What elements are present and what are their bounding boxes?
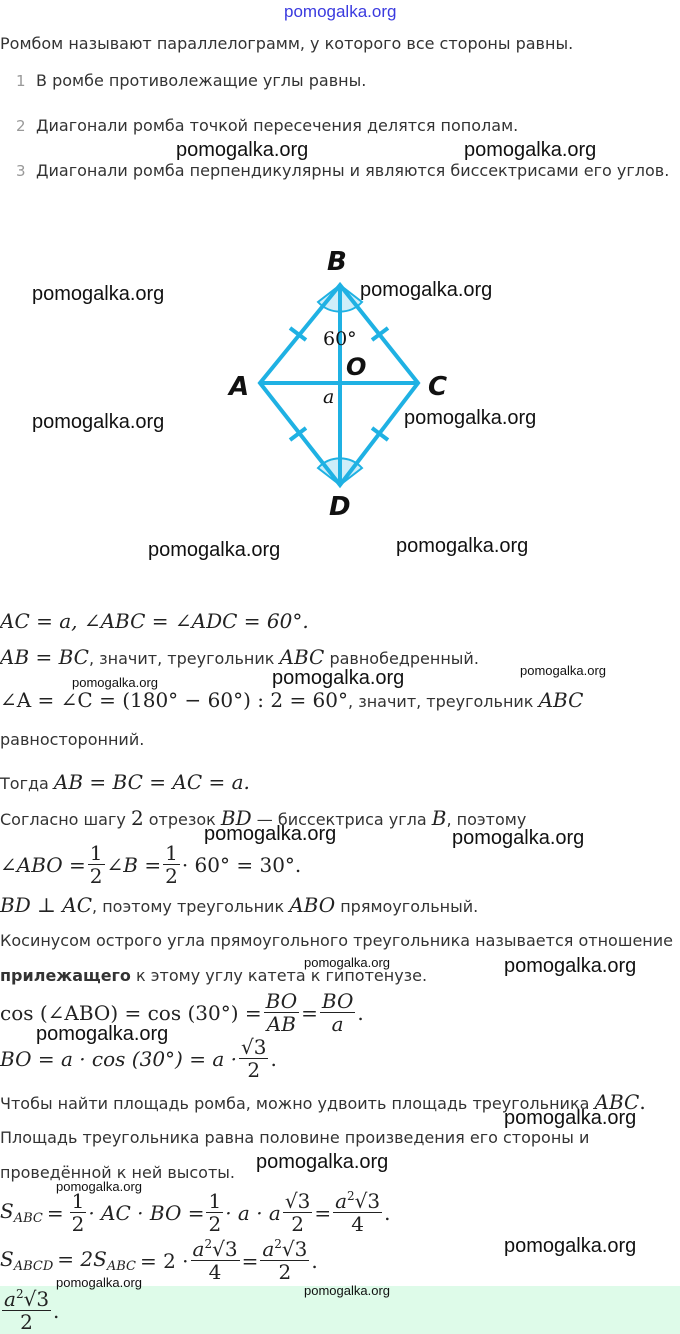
line17-mid2: = 2 · xyxy=(139,1248,189,1273)
line13-text: Чтобы найти площадь ромба, можно удвоить площадь треугольника xyxy=(0,1094,595,1113)
line8-text: , поэтому треугольник xyxy=(92,897,290,916)
line5-math: AB = BC = AC = a. xyxy=(53,770,250,794)
fraction-a2sqrt3-4-b: $\frac{a^2√3}{4}$ xyxy=(192,1237,238,1284)
line16-eq2: = xyxy=(314,1200,332,1225)
fraction-one-half-3: $\frac{1}{2}$ xyxy=(71,1189,85,1236)
vertex-label-b: B xyxy=(327,247,347,277)
watermark-21: pomogalka.org xyxy=(56,1275,142,1290)
watermark-19: pomogalka.org xyxy=(504,1235,637,1257)
watermark-14: pomogalka.org xyxy=(504,955,637,977)
line7-lhs: ∠ABO = xyxy=(0,852,86,877)
watermark-7: pomogalka.org xyxy=(148,539,281,561)
line2-abc: ABC xyxy=(279,645,325,669)
solution-line-1: AC = a, ∠ABC = ∠ADC = 60°. xyxy=(0,609,309,633)
watermark-8: pomogalka.org xyxy=(396,535,529,557)
line16-mid: · AC · BO = xyxy=(88,1200,205,1225)
fraction-sqrt3-2-b: $\frac{√3}{2}$ xyxy=(284,1189,311,1236)
watermark-9: pomogalka.org xyxy=(520,663,606,678)
vertex-label-c: C xyxy=(428,372,448,402)
line3-math: ∠A = ∠C = (180° − 60°) : 2 = 60° xyxy=(0,688,349,712)
solution-line-4: равносторонний. xyxy=(0,730,145,749)
line10-text: к этому углу катета к гипотенузе. xyxy=(130,966,428,985)
center-label-o: O xyxy=(346,353,367,381)
watermark-20: pomogalka.org xyxy=(304,955,390,970)
line10-bold: прилежащего xyxy=(0,966,131,985)
fraction-answer: $\frac{a^2√3}{2}$ xyxy=(4,1287,50,1334)
line6-bd: BD xyxy=(220,806,252,830)
line6-B: B xyxy=(431,806,447,830)
solution-line-8 xyxy=(0,893,478,917)
watermark-17: pomogalka.org xyxy=(256,1151,389,1173)
fraction-one-half-2: $\frac{1}{2}$ xyxy=(165,841,178,888)
line6-d: , поэтому xyxy=(446,810,527,829)
vertex-label-a: A xyxy=(229,372,250,402)
line3-abc: ABC xyxy=(538,688,584,712)
line6-b: отрезок xyxy=(143,810,221,829)
solution-line-14: Площадь треугольника равна половине произведения его стороны и xyxy=(0,1128,590,1147)
solution-line-9: Косинусом острого угла прямоугольного треугольника называется отношение xyxy=(0,931,674,950)
solution-line-3 xyxy=(0,688,583,712)
fraction-sqrt3-2: $\frac{√3}{2}$ xyxy=(240,1035,267,1082)
line11-eq: = xyxy=(301,1000,318,1025)
line2-text: , значит, треугольник xyxy=(88,649,280,668)
line17-mid: = $2S_{ABC}$ xyxy=(57,1247,136,1274)
watermark-2: pomogalka.org xyxy=(464,139,597,161)
watermark-11: pomogalka.org xyxy=(272,667,405,689)
line16-mid2: · a · a xyxy=(225,1200,281,1225)
line16-dot: . xyxy=(384,1200,391,1225)
solution-line-5 xyxy=(0,770,250,794)
s-abcd-symbol: $S_{ABCD}$ xyxy=(0,1247,54,1274)
property-text-3: Диагонали ромба перпендикулярны и являются биссектрисами его углов. xyxy=(36,161,670,180)
line17-eq: = xyxy=(241,1248,259,1273)
watermark-1: pomogalka.org xyxy=(176,139,309,161)
line12-lhs: BO = a · cos (30°) = a · xyxy=(0,1046,237,1071)
fraction-a2sqrt3-2: $\frac{a^2√3}{2}$ xyxy=(262,1237,308,1284)
line2-tail: равнобедренный. xyxy=(324,649,479,668)
solution-line-2 xyxy=(0,645,479,669)
line6-a: Согласно шагу xyxy=(0,810,131,829)
line2-math: AB = BC xyxy=(0,645,89,669)
line13-dot: . xyxy=(639,1090,646,1114)
watermark-3: pomogalka.org xyxy=(32,283,165,305)
s-abc-symbol: $S_{ABC}$ xyxy=(0,1199,43,1226)
property-text-1: В ромбе противолежащие углы равны. xyxy=(36,71,367,90)
rhombus-figure xyxy=(0,230,680,530)
line6-2: 2 xyxy=(130,806,144,830)
vertex-label-d: D xyxy=(329,492,351,522)
watermark-13: pomogalka.org xyxy=(452,827,585,849)
line7-mid: ∠B = xyxy=(106,852,162,877)
answer-dot: . xyxy=(53,1298,60,1323)
watermark-6: pomogalka.org xyxy=(404,407,537,429)
intro-text: Ромбом называют параллелограмм, у которого все стороны равны. xyxy=(0,34,574,53)
fraction-a2sqrt3-4: $\frac{a^2√3}{4}$ xyxy=(335,1189,381,1236)
watermark-5: pomogalka.org xyxy=(32,411,165,433)
fraction-bo-a: $\frac{BO}{a}$ xyxy=(321,989,354,1036)
answer-line xyxy=(0,1288,59,1333)
line12-dot: . xyxy=(270,1046,277,1071)
solution-line-16 xyxy=(0,1190,390,1235)
line7-tail: · 60° = 30°. xyxy=(181,852,302,877)
watermark-18: pomogalka.org xyxy=(56,1179,142,1194)
watermark-4: pomogalka.org xyxy=(360,279,493,301)
property-number-3: 3 xyxy=(16,162,26,180)
watermark-12: pomogalka.org xyxy=(204,823,337,845)
angle-label: 60° xyxy=(323,328,357,350)
watermark-22: pomogalka.org xyxy=(304,1283,390,1298)
solution-line-7 xyxy=(0,842,301,887)
fraction-bo-ab: $\frac{BO}{AB}$ xyxy=(265,989,298,1036)
line16-eq: = xyxy=(46,1200,64,1225)
property-text-2: Диагонали ромба точкой пересечения делятся пополам. xyxy=(36,116,519,135)
watermark-10: pomogalka.org xyxy=(72,675,158,690)
line8-abo: ABO xyxy=(289,893,336,917)
line8-tail: прямоугольный. xyxy=(335,897,479,916)
line11-lhs: cos (∠ABO) = cos (30°) = xyxy=(0,1000,262,1025)
line17-dot: . xyxy=(311,1248,318,1273)
line5-text: Тогда xyxy=(0,774,54,793)
line11-dot: . xyxy=(357,1000,364,1025)
property-number-1: 1 xyxy=(16,72,26,90)
side-label-a: a xyxy=(323,386,335,408)
watermark-16: pomogalka.org xyxy=(504,1107,637,1129)
fraction-one-half-4: $\frac{1}{2}$ xyxy=(208,1189,222,1236)
line3-text: , значит, треугольник xyxy=(348,692,539,711)
solution-line-15: проведённой к ней высоты. xyxy=(0,1163,236,1182)
property-number-2: 2 xyxy=(16,117,26,135)
line8-math: BD ⊥ AC xyxy=(0,893,93,917)
watermark-top: pomogalka.org xyxy=(284,2,397,21)
watermark-15: pomogalka.org xyxy=(36,1023,169,1045)
fraction-one-half-1: $\frac{1}{2}$ xyxy=(89,841,103,888)
line13-abc: ABC xyxy=(594,1090,640,1114)
line6-c: — биссектриса угла xyxy=(251,810,432,829)
solution-line-17 xyxy=(0,1238,318,1283)
